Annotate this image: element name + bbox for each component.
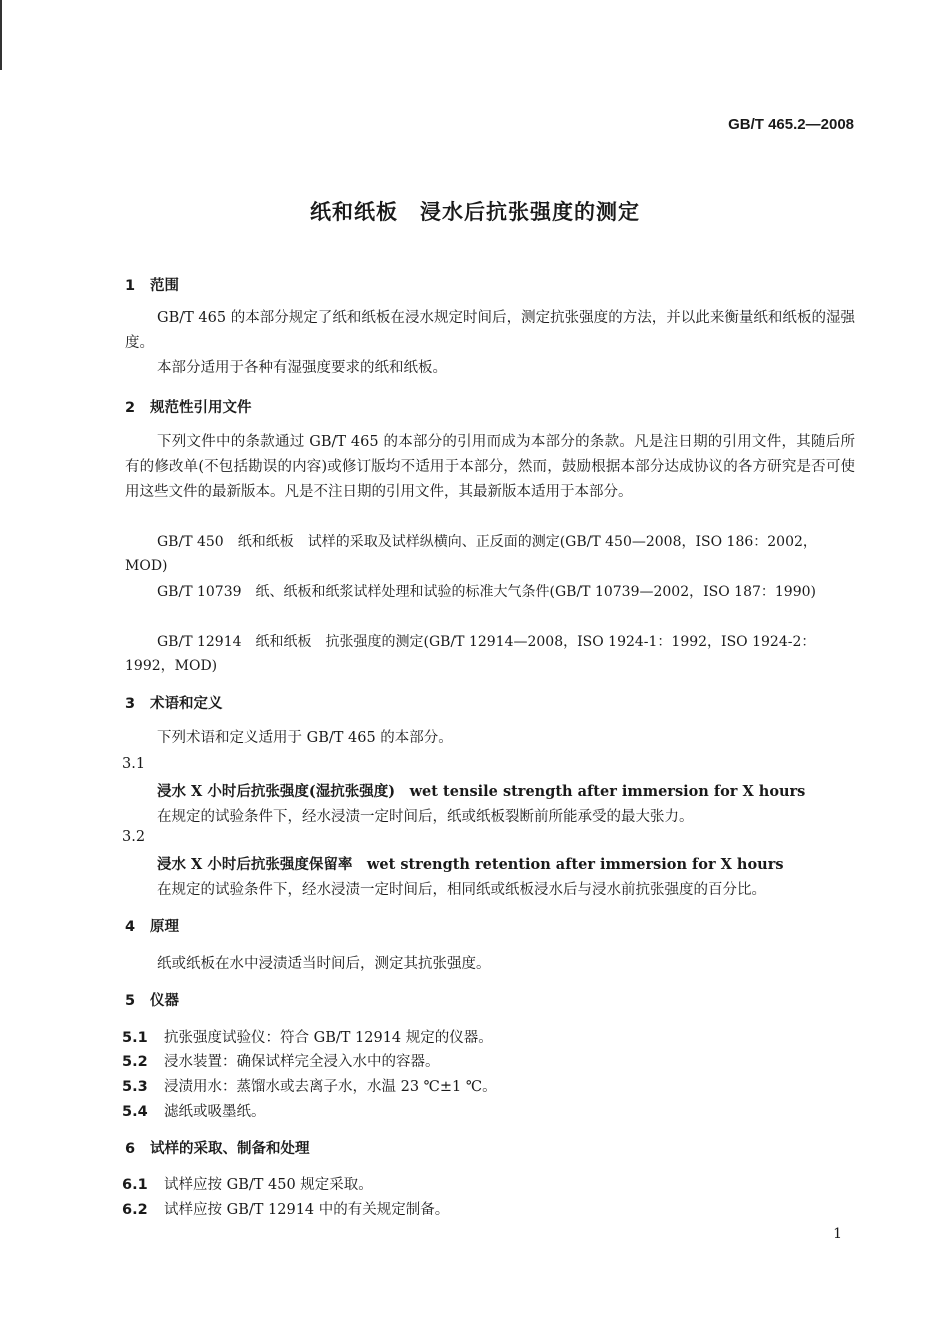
document-title: 纸和纸板 浸水后抗张强度的测定 <box>310 200 640 224</box>
term-3-2-definition: 在规定的试验条件下，经水浸渍一定时间后，相同纸或纸板浸水后与浸水前抗张强度的百分比。 <box>157 882 766 898</box>
item-text: 浸渍用水：蒸馏水或去离子水，水温 23 ℃±1 ℃。 <box>164 1079 497 1095</box>
normative-reference-3: GB/T 12914 纸和纸板 抗张强度的测定(GB/T 12914—2008，ISO 1924-1：1992，ISO 1924-2：1992，MOD) <box>125 634 816 674</box>
term-zh: 浸水 X 小时后抗张强度(湿抗张强度) <box>157 783 396 800</box>
term-zh: 浸水 X 小时后抗张强度保留率 <box>157 856 353 873</box>
section-title: 仪器 <box>150 993 179 1009</box>
list-item <box>122 1050 440 1071</box>
term-3-1-heading <box>157 780 805 801</box>
term-3-1-definition: 在规定的试验条件下，经水浸渍一定时间后，纸或纸板裂断前所能承受的最大张力。 <box>157 809 694 825</box>
list-item <box>122 1026 493 1047</box>
section-title: 规范性引用文件 <box>150 400 252 416</box>
section-number: 4 <box>125 919 136 935</box>
item-text: 试样应按 GB/T 12914 中的有关规定制备。 <box>164 1202 450 1218</box>
section-2-paragraph-1: 下列文件中的条款通过 GB/T 465 的本部分的引用而成为本部分的条款。凡是注日期的引用文件，其随后所有的修改单(不包括勘误的内容)或修订版均不适用于本部分，然而，鼓励根据本部分达成协议的各方研究是否可使用这些文件的最新版本。凡是不注日期的引用文件，其最新版本适用于本部分。 <box>125 434 855 500</box>
section-1-paragraph-2: 本部分适用于各种有湿强度要求的纸和纸板。 <box>157 360 447 376</box>
section-number: 3 <box>125 696 136 712</box>
term-3-2-number: 3.2 <box>122 829 146 845</box>
section-4-paragraph-1: 纸或纸板在水中浸渍适当时间后，测定其抗张强度。 <box>157 956 491 972</box>
list-item <box>122 1173 373 1194</box>
item-text: 滤纸或吸墨纸。 <box>164 1104 266 1120</box>
section-5-heading <box>125 989 179 1010</box>
normative-reference-2: GB/T 10739 纸、纸板和纸浆试样处理和试验的标准大气条件(GB/T 10739—2002，ISO 187：1990) <box>157 584 816 600</box>
standard-number: GB/T 465.2—2008 <box>728 116 854 133</box>
section-number: 1 <box>125 278 136 294</box>
list-item <box>122 1075 497 1096</box>
section-1-paragraph-1: GB/T 465 的本部分规定了纸和纸板在浸水规定时间后，测定抗张强度的方法，并以此来衡量纸和纸板的湿强度。 <box>125 310 855 351</box>
section-3-heading <box>125 692 223 713</box>
section-number: 5 <box>125 993 136 1009</box>
section-4-heading <box>125 915 179 936</box>
item-number: 5.1 <box>122 1030 148 1046</box>
item-number: 6.2 <box>122 1202 148 1218</box>
item-number: 6.1 <box>122 1177 148 1193</box>
term-en: wet tensile strength after immersion for X hours <box>409 783 806 800</box>
section-3-paragraph-1: 下列术语和定义适用于 GB/T 465 的本部分。 <box>157 730 453 746</box>
section-number: 6 <box>125 1141 136 1157</box>
item-number: 5.3 <box>122 1079 148 1095</box>
scan-margin-mark <box>0 0 2 70</box>
item-number: 5.4 <box>122 1104 148 1120</box>
item-text: 抗张强度试验仪：符合 GB/T 12914 规定的仪器。 <box>164 1030 493 1046</box>
list-item <box>122 1100 266 1121</box>
item-text: 浸水装置：确保试样完全浸入水中的容器。 <box>164 1054 440 1070</box>
term-3-1-number: 3.1 <box>122 756 146 772</box>
section-title: 原理 <box>150 919 179 935</box>
section-2-heading <box>125 396 252 417</box>
section-title: 术语和定义 <box>150 696 223 712</box>
item-number: 5.2 <box>122 1054 148 1070</box>
normative-reference-1: GB/T 450 纸和纸板 试样的采取及试样纵横向、正反面的测定(GB/T 450—2008，ISO 186：2002，MOD) <box>125 534 817 574</box>
term-3-2-heading <box>157 853 784 874</box>
item-text: 试样应按 GB/T 450 规定采取。 <box>164 1177 373 1193</box>
section-number: 2 <box>125 400 136 416</box>
page-number: 1 <box>833 1226 842 1242</box>
section-title: 范围 <box>150 278 179 294</box>
term-en: wet strength retention after immersion for X hours <box>366 856 784 873</box>
section-title: 试样的采取、制备和处理 <box>150 1141 310 1157</box>
section-1-heading <box>125 274 179 295</box>
list-item <box>122 1198 449 1219</box>
section-6-heading <box>125 1137 310 1158</box>
